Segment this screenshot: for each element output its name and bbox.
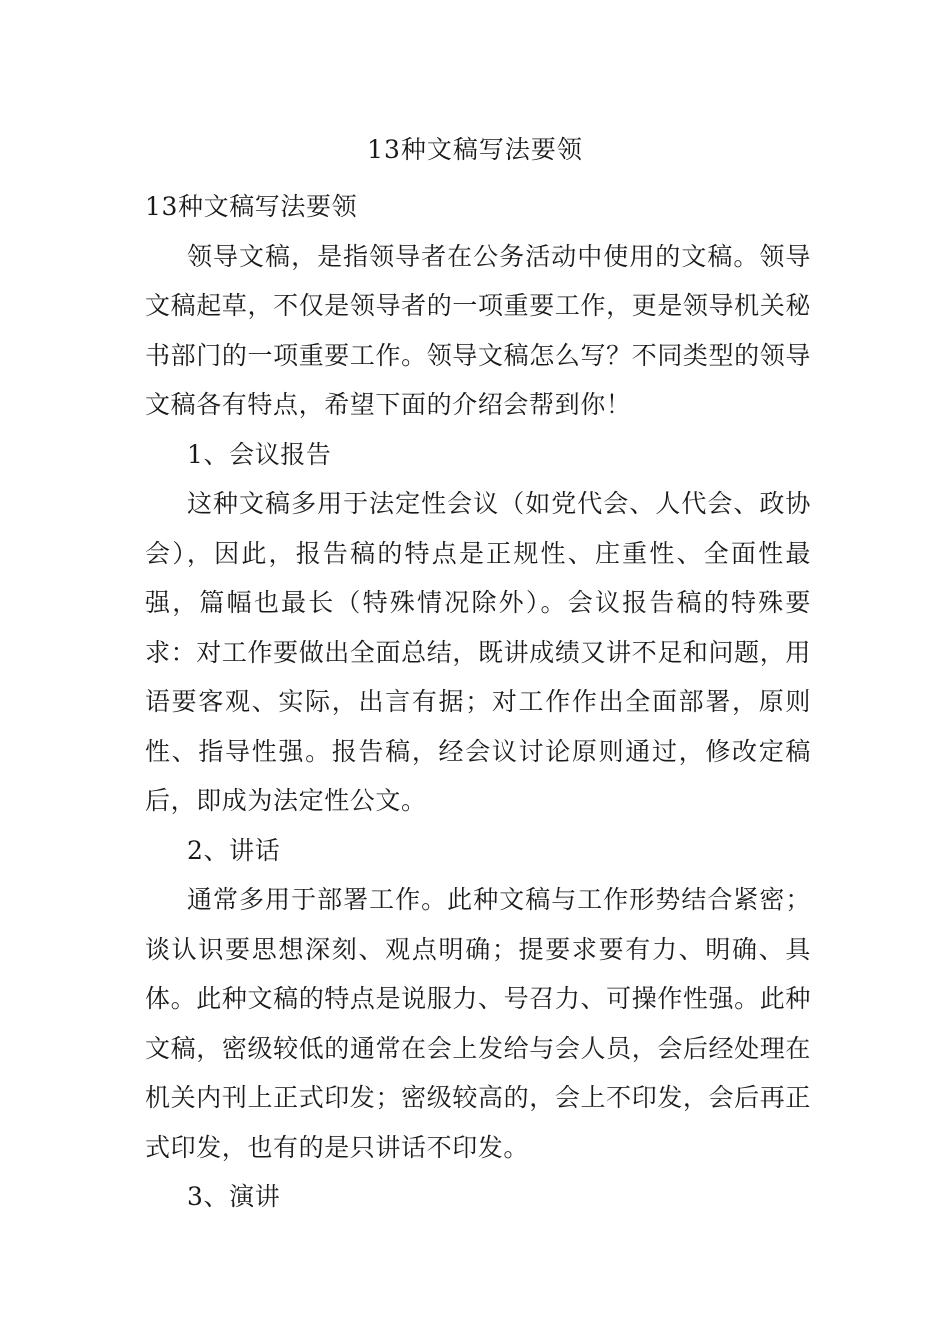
document-body — [145, 182, 811, 1222]
document-title: 13种文稿写法要领 — [367, 135, 583, 164]
section-heading-meeting-report: 1、会议报告 — [187, 439, 332, 469]
intro-paragraph: 领导文稿，是指领导者在公务活动中使用的文稿。领导文稿起草，不仅是领导者的一项重要工作，更是领导机关秘书部门的一项重要工作。领导文稿怎么写？不同类型的领导文稿各有特点，希望下面的介绍会帮到你！ — [145, 241, 811, 419]
section-body-speech: 通常多用于部署工作。此种文稿与工作形势结合紧密；谈认识要思想深刻、观点明确；提要求要有力、明确、具体。此种文稿的特点是说服力、号召力、可操作性强。此种文稿，密级较低的通常在会上发给与会人员，会后经处理在机关内刊上正式印发；密级较高的，会上不印发，会后再正式印发，也有的是只讲话不印发。 — [145, 885, 811, 1162]
section-body-meeting-report: 这种文稿多用于法定性会议（如党代会、人代会、政协会），因此，报告稿的特点是正规性、庄重性、全面性最强，篇幅也最长（特殊情况除外）。会议报告稿的特殊要求：对工作要做出全面总结，既讲成绩又讲不足和问题，用语要客观、实际，出言有据；对工作作出全面部署，原则性、指导性强。报告稿，经会议讨论原则通过，修改定稿后，即成为法定性公文。 — [145, 489, 811, 815]
section-heading-speech: 2、讲话 — [187, 835, 281, 865]
section-heading-address: 3、演讲 — [187, 1182, 281, 1211]
document-subtitle: 13种文稿写法要领 — [145, 192, 358, 221]
